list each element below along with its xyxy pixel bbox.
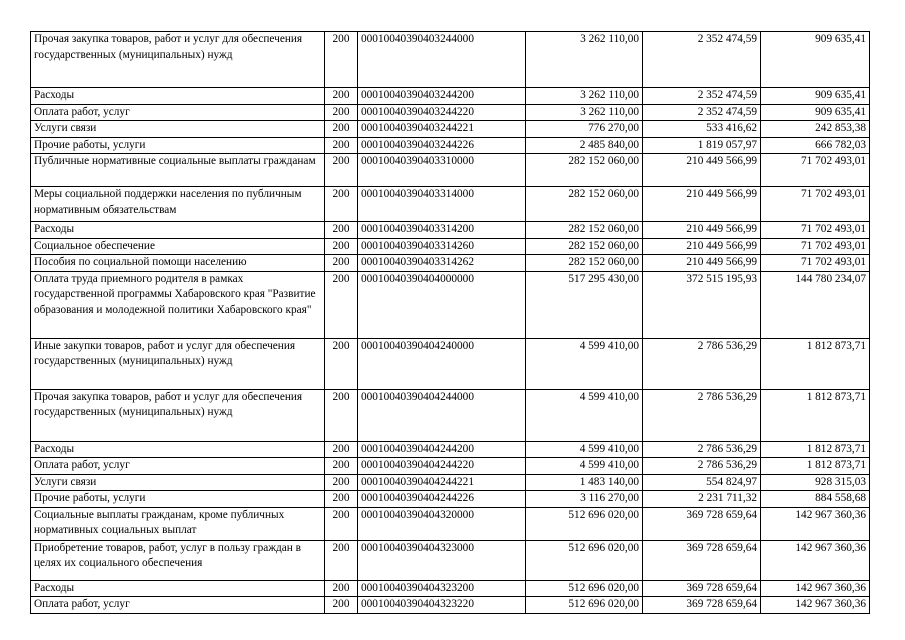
row-line-code-cell: 200 [325, 255, 358, 272]
row-name-cell: Оплата труда приемного родителя в рамках государственной программы Хабаровского края "Развитие образования и молодежной политики Хабаровского края" [31, 271, 325, 338]
table-row [31, 238, 870, 255]
row-line-code-cell: 200 [325, 507, 358, 540]
row-line-code-cell: 200 [325, 458, 358, 475]
row-executed-amount-cell: 372 515 195,93 [643, 271, 761, 338]
row-unexecuted-amount-cell: 144 780 234,07 [761, 271, 870, 338]
row-unexecuted-amount-cell: 928 315,03 [761, 474, 870, 491]
row-budget-code-cell: 00010040390404240000 [358, 338, 526, 389]
row-line-code-cell: 200 [325, 187, 358, 222]
row-executed-amount-cell: 210 449 566,99 [643, 255, 761, 272]
row-unexecuted-amount-cell: 666 782,03 [761, 137, 870, 154]
row-unexecuted-amount-cell: 1 812 873,71 [761, 389, 870, 441]
row-line-code-cell: 200 [325, 137, 358, 154]
row-approved-amount-cell: 4 599 410,00 [526, 441, 643, 458]
table-row [31, 222, 870, 239]
row-approved-amount-cell: 517 295 430,00 [526, 271, 643, 338]
row-budget-code-cell: 00010040390403244220 [358, 104, 526, 121]
row-budget-code-cell: 00010040390403244226 [358, 137, 526, 154]
row-unexecuted-amount-cell: 142 967 360,36 [761, 507, 870, 540]
row-unexecuted-amount-cell: 142 967 360,36 [761, 597, 870, 614]
row-line-code-cell: 200 [325, 154, 358, 187]
row-unexecuted-amount-cell: 1 812 873,71 [761, 458, 870, 475]
row-executed-amount-cell: 369 728 659,64 [643, 580, 761, 597]
row-line-code-cell: 200 [325, 491, 358, 508]
table-row [31, 104, 870, 121]
row-unexecuted-amount-cell: 71 702 493,01 [761, 255, 870, 272]
row-approved-amount-cell: 1 483 140,00 [526, 474, 643, 491]
row-unexecuted-amount-cell: 1 812 873,71 [761, 441, 870, 458]
row-name-cell: Меры социальной поддержки населения по публичным нормативным обязательствам [31, 187, 325, 222]
row-name-cell: Расходы [31, 441, 325, 458]
row-budget-code-cell: 00010040390403314262 [358, 255, 526, 272]
row-executed-amount-cell: 210 449 566,99 [643, 187, 761, 222]
row-name-cell: Прочая закупка товаров, работ и услуг для обеспечения государственных (муниципальных) нужд [31, 32, 325, 88]
row-unexecuted-amount-cell: 884 558,68 [761, 491, 870, 508]
row-budget-code-cell: 00010040390404323000 [358, 540, 526, 580]
row-name-cell: Расходы [31, 580, 325, 597]
table-row [31, 580, 870, 597]
row-executed-amount-cell: 369 728 659,64 [643, 597, 761, 614]
row-approved-amount-cell: 282 152 060,00 [526, 154, 643, 187]
row-budget-code-cell: 00010040390404244200 [358, 441, 526, 458]
row-name-cell: Социальное обеспечение [31, 238, 325, 255]
row-executed-amount-cell: 2 786 536,29 [643, 389, 761, 441]
row-approved-amount-cell: 282 152 060,00 [526, 238, 643, 255]
row-line-code-cell: 200 [325, 121, 358, 138]
row-name-cell: Прочая закупка товаров, работ и услуг для обеспечения государственных (муниципальных) нужд [31, 389, 325, 441]
row-line-code-cell: 200 [325, 88, 358, 105]
row-executed-amount-cell: 2 352 474,59 [643, 104, 761, 121]
row-unexecuted-amount-cell: 71 702 493,01 [761, 238, 870, 255]
row-executed-amount-cell: 2 231 711,32 [643, 491, 761, 508]
row-name-cell: Оплата работ, услуг [31, 104, 325, 121]
row-line-code-cell: 200 [325, 540, 358, 580]
row-line-code-cell: 200 [325, 474, 358, 491]
row-executed-amount-cell: 2 352 474,59 [643, 32, 761, 88]
row-approved-amount-cell: 776 270,00 [526, 121, 643, 138]
row-name-cell: Пособия по социальной помощи населению [31, 255, 325, 272]
row-approved-amount-cell: 2 485 840,00 [526, 137, 643, 154]
row-unexecuted-amount-cell: 71 702 493,01 [761, 222, 870, 239]
row-line-code-cell: 200 [325, 389, 358, 441]
row-executed-amount-cell: 210 449 566,99 [643, 238, 761, 255]
row-name-cell: Иные закупки товаров, работ и услуг для обеспечения государственных (муниципальных) нужд [31, 338, 325, 389]
row-line-code-cell: 200 [325, 104, 358, 121]
row-unexecuted-amount-cell: 909 635,41 [761, 32, 870, 88]
row-budget-code-cell: 00010040390404323200 [358, 580, 526, 597]
row-name-cell: Социальные выплаты гражданам, кроме публичных нормативных социальных выплат [31, 507, 325, 540]
row-budget-code-cell: 00010040390403244221 [358, 121, 526, 138]
row-unexecuted-amount-cell: 1 812 873,71 [761, 338, 870, 389]
row-name-cell: Прочие работы, услуги [31, 491, 325, 508]
row-approved-amount-cell: 3 262 110,00 [526, 104, 643, 121]
table-row [31, 597, 870, 614]
row-executed-amount-cell: 1 819 057,97 [643, 137, 761, 154]
row-unexecuted-amount-cell: 242 853,38 [761, 121, 870, 138]
row-executed-amount-cell: 2 786 536,29 [643, 458, 761, 475]
row-approved-amount-cell: 512 696 020,00 [526, 580, 643, 597]
table-row [31, 507, 870, 540]
row-budget-code-cell: 00010040390403244000 [358, 32, 526, 88]
row-executed-amount-cell: 369 728 659,64 [643, 507, 761, 540]
row-budget-code-cell: 00010040390404000000 [358, 271, 526, 338]
row-line-code-cell: 200 [325, 238, 358, 255]
row-approved-amount-cell: 3 262 110,00 [526, 32, 643, 88]
row-name-cell: Оплата работ, услуг [31, 458, 325, 475]
row-budget-code-cell: 00010040390403314260 [358, 238, 526, 255]
table-row [31, 338, 870, 389]
row-line-code-cell: 200 [325, 597, 358, 614]
table-row [31, 458, 870, 475]
table-row [31, 88, 870, 105]
budget-execution-table [30, 31, 870, 614]
table-row [31, 441, 870, 458]
row-name-cell: Оплата работ, услуг [31, 597, 325, 614]
row-budget-code-cell: 00010040390404244000 [358, 389, 526, 441]
row-budget-code-cell: 00010040390403310000 [358, 154, 526, 187]
row-line-code-cell: 200 [325, 441, 358, 458]
row-approved-amount-cell: 512 696 020,00 [526, 597, 643, 614]
table-row [31, 271, 870, 338]
table-row [31, 540, 870, 580]
row-unexecuted-amount-cell: 909 635,41 [761, 88, 870, 105]
row-budget-code-cell: 00010040390404320000 [358, 507, 526, 540]
row-executed-amount-cell: 369 728 659,64 [643, 540, 761, 580]
table-row [31, 255, 870, 272]
table-row [31, 389, 870, 441]
row-name-cell: Приобретение товаров, работ, услуг в пользу граждан в целях их социального обеспечения [31, 540, 325, 580]
row-budget-code-cell: 00010040390403314000 [358, 187, 526, 222]
row-budget-code-cell: 00010040390403314200 [358, 222, 526, 239]
row-name-cell: Услуги связи [31, 474, 325, 491]
row-line-code-cell: 200 [325, 338, 358, 389]
table-row [31, 32, 870, 88]
row-approved-amount-cell: 282 152 060,00 [526, 222, 643, 239]
row-approved-amount-cell: 512 696 020,00 [526, 540, 643, 580]
table-row [31, 137, 870, 154]
row-executed-amount-cell: 210 449 566,99 [643, 154, 761, 187]
row-unexecuted-amount-cell: 142 967 360,36 [761, 540, 870, 580]
row-unexecuted-amount-cell: 909 635,41 [761, 104, 870, 121]
row-name-cell: Услуги связи [31, 121, 325, 138]
row-executed-amount-cell: 2 786 536,29 [643, 338, 761, 389]
row-approved-amount-cell: 282 152 060,00 [526, 187, 643, 222]
row-line-code-cell: 200 [325, 580, 358, 597]
row-approved-amount-cell: 3 116 270,00 [526, 491, 643, 508]
row-unexecuted-amount-cell: 71 702 493,01 [761, 187, 870, 222]
row-line-code-cell: 200 [325, 222, 358, 239]
row-budget-code-cell: 00010040390404244226 [358, 491, 526, 508]
table-body [31, 32, 870, 614]
table-row [31, 474, 870, 491]
row-approved-amount-cell: 4 599 410,00 [526, 458, 643, 475]
row-executed-amount-cell: 533 416,62 [643, 121, 761, 138]
row-name-cell: Расходы [31, 222, 325, 239]
row-approved-amount-cell: 282 152 060,00 [526, 255, 643, 272]
row-approved-amount-cell: 4 599 410,00 [526, 389, 643, 441]
row-line-code-cell: 200 [325, 271, 358, 338]
row-name-cell: Прочие работы, услуги [31, 137, 325, 154]
row-executed-amount-cell: 210 449 566,99 [643, 222, 761, 239]
row-name-cell: Публичные нормативные социальные выплаты гражданам [31, 154, 325, 187]
table-row [31, 154, 870, 187]
row-unexecuted-amount-cell: 71 702 493,01 [761, 154, 870, 187]
table-row [31, 491, 870, 508]
row-line-code-cell: 200 [325, 32, 358, 88]
row-approved-amount-cell: 3 262 110,00 [526, 88, 643, 105]
row-budget-code-cell: 00010040390404323220 [358, 597, 526, 614]
row-budget-code-cell: 00010040390404244221 [358, 474, 526, 491]
row-approved-amount-cell: 4 599 410,00 [526, 338, 643, 389]
row-executed-amount-cell: 554 824,97 [643, 474, 761, 491]
table-row [31, 121, 870, 138]
row-budget-code-cell: 00010040390404244220 [358, 458, 526, 475]
row-executed-amount-cell: 2 352 474,59 [643, 88, 761, 105]
table-row [31, 187, 870, 222]
row-unexecuted-amount-cell: 142 967 360,36 [761, 580, 870, 597]
row-approved-amount-cell: 512 696 020,00 [526, 507, 643, 540]
row-budget-code-cell: 00010040390403244200 [358, 88, 526, 105]
row-executed-amount-cell: 2 786 536,29 [643, 441, 761, 458]
row-name-cell: Расходы [31, 88, 325, 105]
